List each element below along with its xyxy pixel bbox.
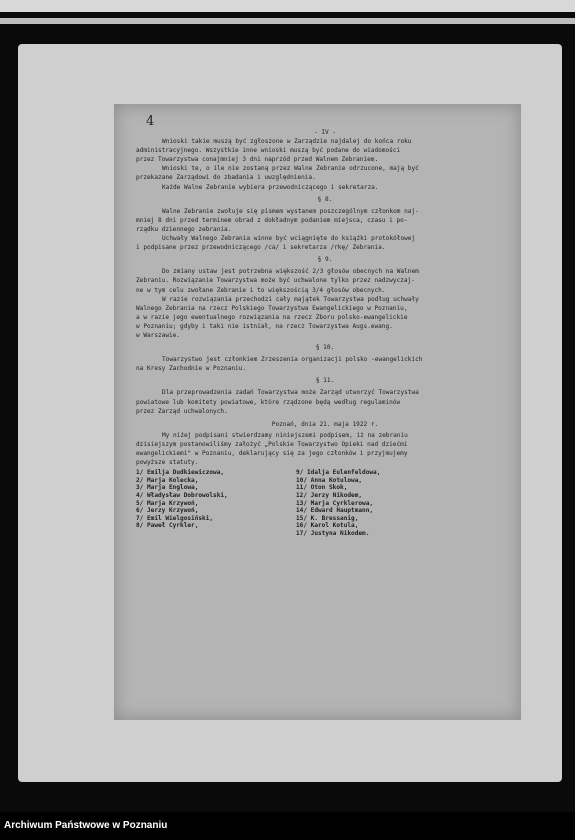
declaration: [136, 431, 514, 467]
corner-page-mark: 4: [146, 114, 155, 129]
section-heading: § 11.: [315, 377, 335, 385]
signer-entry: 13/ Marja Cyrklerowa,: [296, 499, 374, 507]
statute-line: powiatowe lub komitety powiatowe, które rządzone będą według regulaminów: [136, 398, 401, 406]
statute-line: na Kresy Zachodnie w Poznaniu.: [136, 365, 247, 373]
document-text: [136, 128, 514, 538]
signer-entry: 1/ Emilja Dudkiewiczowa,: [136, 469, 225, 477]
signer-entry: 11/ Oton Skok,: [296, 484, 348, 492]
statute-line: Dla przeprowadzenia zadań Towarzystwa może Zarząd utworzyć Towarzystwa: [162, 389, 419, 397]
section-heading: § 9.: [317, 256, 333, 264]
signers-left-column: [136, 469, 296, 537]
signer-entry: 14/ Edward Hauptmann,: [296, 507, 374, 515]
declaration-line: My niżej podpisani stwierdzamy niniejszemi podpisem, iż na zebraniu: [162, 431, 408, 439]
signer-entry: 9/ Idalja Eulenfeldowa,: [296, 469, 381, 477]
statute-line: przez Towarzystwa conajmniej 3 dni naprzód przed Walnem Zebraniem.: [136, 156, 379, 164]
statute-line: Do zmiany ustaw jest potrzebna większość 2/3 głosów obecnych na Walnem: [162, 268, 419, 276]
statute-line: rządku dziennego zebrania.: [136, 225, 232, 233]
statute-paragraphs: [136, 137, 514, 416]
statute-line: Uchwały Walnego Zebrania winne być wciągnięte do książki protokółowej: [162, 235, 416, 243]
section-heading: § 10.: [315, 344, 335, 352]
declaration-line: dzisiejszym postanowiliśmy założyć „Polskie Towarzystwo Opieki nad dziećmi: [136, 440, 408, 448]
statute-line: Towarzystwo jest członkiem Zrzeszenia organizacji polsko -ewangelickich: [162, 356, 423, 364]
signers-list: [136, 469, 514, 537]
signer-entry: 2/ Marja Kolecka,: [136, 476, 199, 484]
signer-entry: 8/ Paweł Cyrkler,: [136, 522, 199, 530]
statute-line: W razie rozwiązania przechodzi cały majątek Towarzystwa podług uchwały: [162, 295, 419, 303]
statute-line: a w razie jego ewentualnego rozwiązania na rzecz Zboru polsko-ewangelickie: [136, 313, 408, 321]
statute-line: Wnioski takie muszą być zgłoszone w Zarządzie najdalej do końca roku: [162, 138, 412, 146]
statute-line: przez Zarząd uchwalonych.: [136, 407, 228, 415]
declaration-line: powyższe statuty.: [136, 459, 199, 467]
signers-right-column: [296, 469, 456, 537]
statute-line: Zebraniu. Rozwiązanie Towarzystwa może być uchwalone tylko przez nadzwyczaj-: [136, 277, 415, 285]
film-strip-top: [0, 0, 575, 12]
signer-entry: 4/ Władysław Dobrowolski,: [136, 491, 228, 499]
statute-line: Wnioski te, o ile nie zostaną przez Walne Zebranie odrzucone, mają być: [162, 165, 419, 173]
signer-entry: 17/ Justyna Nikodem.: [296, 529, 370, 537]
date-line: Poznań, dnia 21. maja 1922 r.: [271, 420, 379, 428]
archive-label: Archiwum Państwowe w Poznaniu: [4, 820, 168, 831]
signer-entry: 10/ Anna Kotulowa,: [296, 476, 363, 484]
statute-line: w Poznaniu; gdyby i taki nie istniał, na rzecz Towarzystwa Augs.ewang.: [136, 322, 393, 330]
signer-entry: 15/ K. Bressanig,: [296, 514, 359, 522]
statute-line: ne w tym celu zwołane Zebranie i to większością 3/4 głosów obecnych.: [136, 286, 386, 294]
signer-entry: 6/ Jerzy Krzywoń,: [136, 507, 199, 515]
statute-line: i podpisane przez przewodniczącego /ca/ i sekretarza /rkę/ Zebrania.: [136, 244, 386, 252]
statute-line: w Warszawie.: [136, 331, 181, 339]
statute-line: mniej 8 dni przed terminem obrad z dokładnym podaniem miejsca, czasu i po-: [136, 216, 408, 224]
section-heading: § 8.: [317, 195, 333, 203]
signer-entry: 3/ Marja Englowa,: [136, 484, 199, 492]
statute-line: administracyjnego. Wszystkie inne wnioski muszą być podane do wiadomości: [136, 147, 401, 155]
statute-line: Każde Walne Zebranie wybiera przewodniczącego i sekretarza.: [162, 183, 379, 191]
statute-line: Walne Zebranie zwołuje się pismem wystanem poszczególnym członkom naj-: [162, 207, 419, 215]
statute-line: Walnego Zebrania na rzecz Polskiego Towarzystwa Ewangelickiego w Poznaniu,: [136, 304, 408, 312]
signer-entry: 7/ Emil Wielgosiński,: [136, 514, 214, 522]
signer-entry: 16/ Karol Kotula,: [296, 522, 359, 530]
statute-line: przekazane Zarządowi do zbadania i uwzględnienia.: [136, 174, 316, 182]
signer-entry: 12/ Jerzy Nikodem,: [296, 491, 363, 499]
declaration-line: ewangelickiemi" w Poznaniu, deklarujący się za jego członków i przyjmujemy: [136, 450, 408, 457]
film-strip-edge: [0, 18, 575, 24]
page-number: - IV -: [313, 129, 336, 136]
signer-entry: 5/ Marja Krzywoń,: [136, 499, 199, 507]
